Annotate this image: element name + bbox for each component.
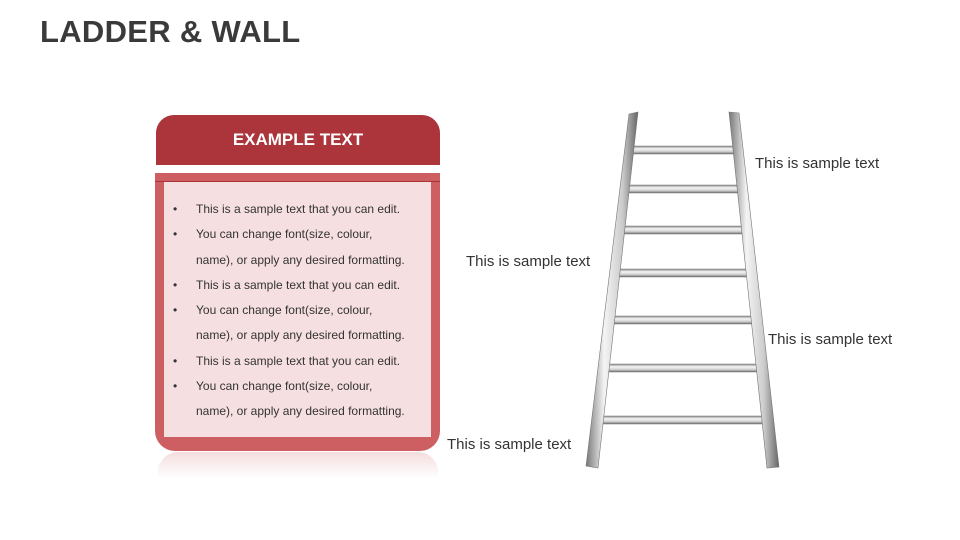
- ladder-label-3: This is sample text: [768, 331, 893, 348]
- ladder-label-1: This is sample text: [755, 155, 880, 172]
- bullet-item: • You can change font(size, colour, name), or apply any desired formatting.: [173, 303, 405, 343]
- bullet-item: • This is a sample text that you can edit.: [173, 277, 401, 292]
- ladder-left-rail: [586, 112, 638, 468]
- slide-title: LADDER & WALL: [40, 14, 301, 49]
- ladder-rung: [614, 269, 751, 277]
- ladder-label-2: This is sample text: [466, 253, 591, 270]
- bullet-item: • You can change font(size, colour, name), or apply any desired formatting.: [173, 379, 405, 419]
- ladder-rung: [604, 364, 763, 372]
- card-header: EXAMPLE TEXT: [156, 115, 440, 165]
- ladder-rung: [624, 185, 742, 193]
- bullet-item: • This is a sample text that you can edit.: [173, 202, 401, 216]
- ladder-rung: [629, 146, 739, 154]
- bullet-item: • You can change font(size, colour, name), or apply any desired formatting.: [173, 227, 405, 267]
- ladder-rung: [609, 316, 757, 324]
- ladder-rung: [619, 226, 747, 234]
- bullet-item: • This is a sample text that you can edit.: [173, 353, 401, 368]
- ladder-rung: [598, 416, 768, 424]
- ladder-label-4: This is sample text: [447, 436, 572, 453]
